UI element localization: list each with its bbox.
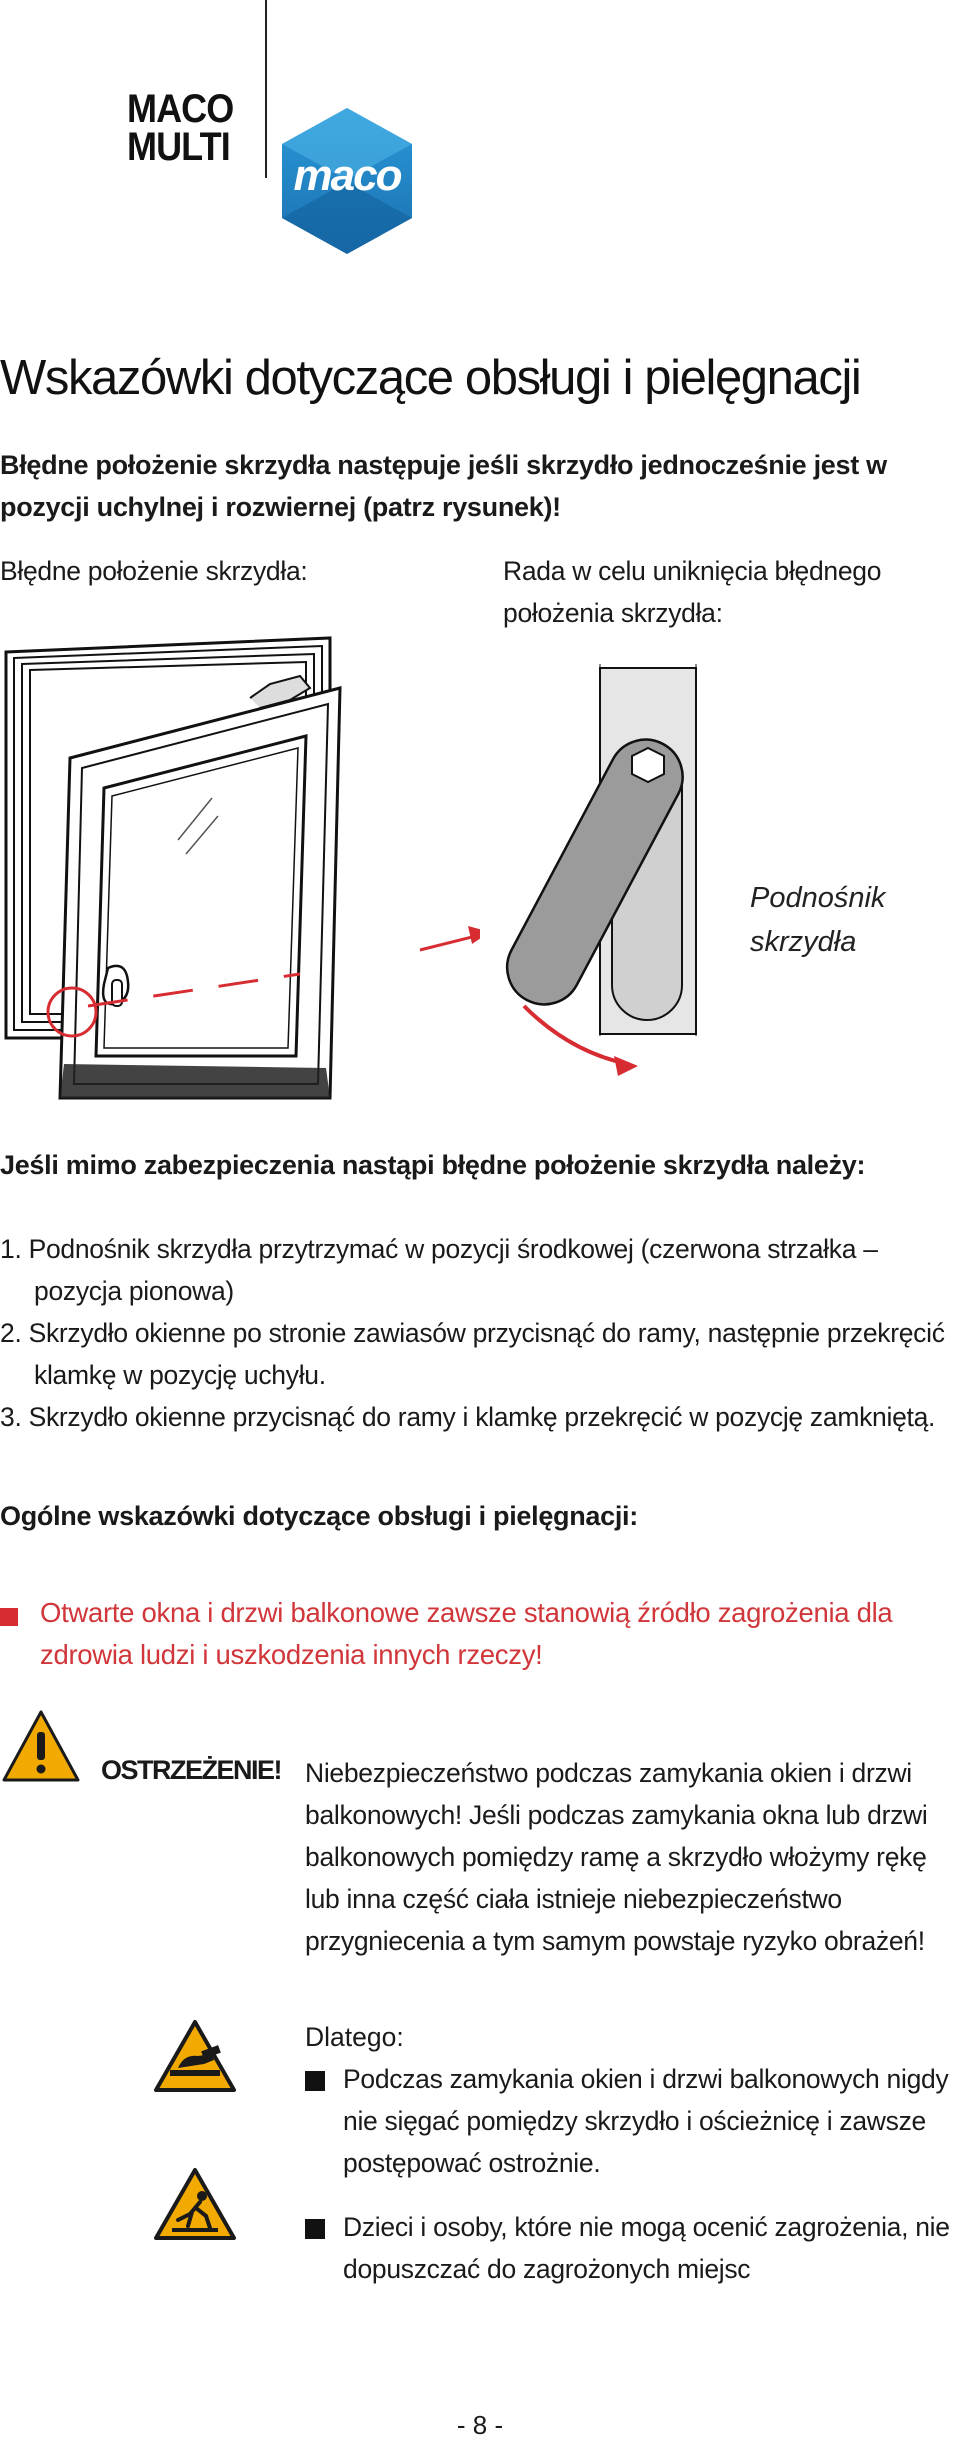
caption-advice: Rada w celu uniknięcia błędnego położenia skrzydła: <box>503 556 882 628</box>
warning-triangle-icon <box>0 1708 82 1784</box>
dlatego-label: Dlatego: <box>305 2022 404 2052</box>
step-2: 2. Skrzydło okienne po stronie zawiasów przycisnąć do ramy, następnie przekręcić klamkę w pozycję uchyłu. <box>0 1318 945 1390</box>
red-notice: Otwarte okna i drzwi balkonowe zawsze stanowią źródło zagrożenia dla zdrowia ludzi i uszkodzenia innych rzeczy! <box>40 1597 893 1670</box>
bullet-square <box>305 2219 325 2239</box>
page-number: - 8 - <box>456 2410 504 2440</box>
step-1: 1. Podnośnik skrzydła przytrzymać w pozycji środkowej (czerwona strzałka – pozycja pionowa) <box>0 1234 878 1306</box>
hand-crush-hazard-icon <box>152 2018 238 2094</box>
fall-hazard-icon <box>152 2166 238 2242</box>
maco-logo <box>282 108 412 254</box>
warning-label: OSTRZEŻENIE! <box>101 1755 282 1785</box>
brand-name <box>127 87 234 169</box>
warning-text: Niebezpieczeństwo podczas zamykania okien i drzwi balkonowych! Jeśli podczas zamykania okna lub drzwi balkonowych pomiędzy ramę a skrzydło włożymy rękę lub inna część ciała istnieje niebezpieczeństwo przygniecenia a tym samym powstaje ryzyko obrażeń! <box>305 1758 928 1956</box>
bullet-item-2: Dzieci i osoby, które nie mogą ocenić zagrożenia, nie dopuszczać do zagrożonych miejsc <box>343 2212 950 2284</box>
logo-text: maco <box>293 151 401 200</box>
window-illustration <box>0 628 480 1118</box>
steps-list <box>0 1228 960 1438</box>
sash-lifter-label-line-1: Podnośnik <box>750 882 886 914</box>
header-divider <box>265 0 267 178</box>
red-bullet-square <box>0 1608 18 1626</box>
brand-line-2: MULTI <box>127 125 230 169</box>
sash-lifter-label <box>750 876 885 964</box>
sash-lifter-label-line-2: skrzydła <box>750 926 857 958</box>
caption-wrong-position: Błędne położenie skrzydła: <box>0 556 308 586</box>
steps-heading: Jeśli mimo zabezpieczenia nastąpi błędne położenie skrzydła należy: <box>0 1150 866 1180</box>
intro-text: Błędne położenie skrzydła następuje jeśli skrzydło jednocześnie jest w pozycji uchylnej i rozwiernej (patrz rysunek)! <box>0 450 887 522</box>
page-title: Wskazówki dotyczące obsługi i pielęgnacji <box>0 351 861 405</box>
bullet-square <box>305 2071 325 2091</box>
brand-line-1: MACO <box>127 87 234 131</box>
bullet-item-1: Podczas zamykania okien i drzwi balkonowych nigdy nie sięgać pomiędzy skrzydło i ościeżnicę i zawsze postępować ostrożnie. <box>343 2064 949 2178</box>
general-heading: Ogólne wskazówki dotyczące obsługi i pielęgnacji: <box>0 1501 638 1531</box>
step-3: 3. Skrzydło okienne przycisnąć do ramy i klamkę przekręcić w pozycję zamkniętą. <box>0 1402 936 1432</box>
